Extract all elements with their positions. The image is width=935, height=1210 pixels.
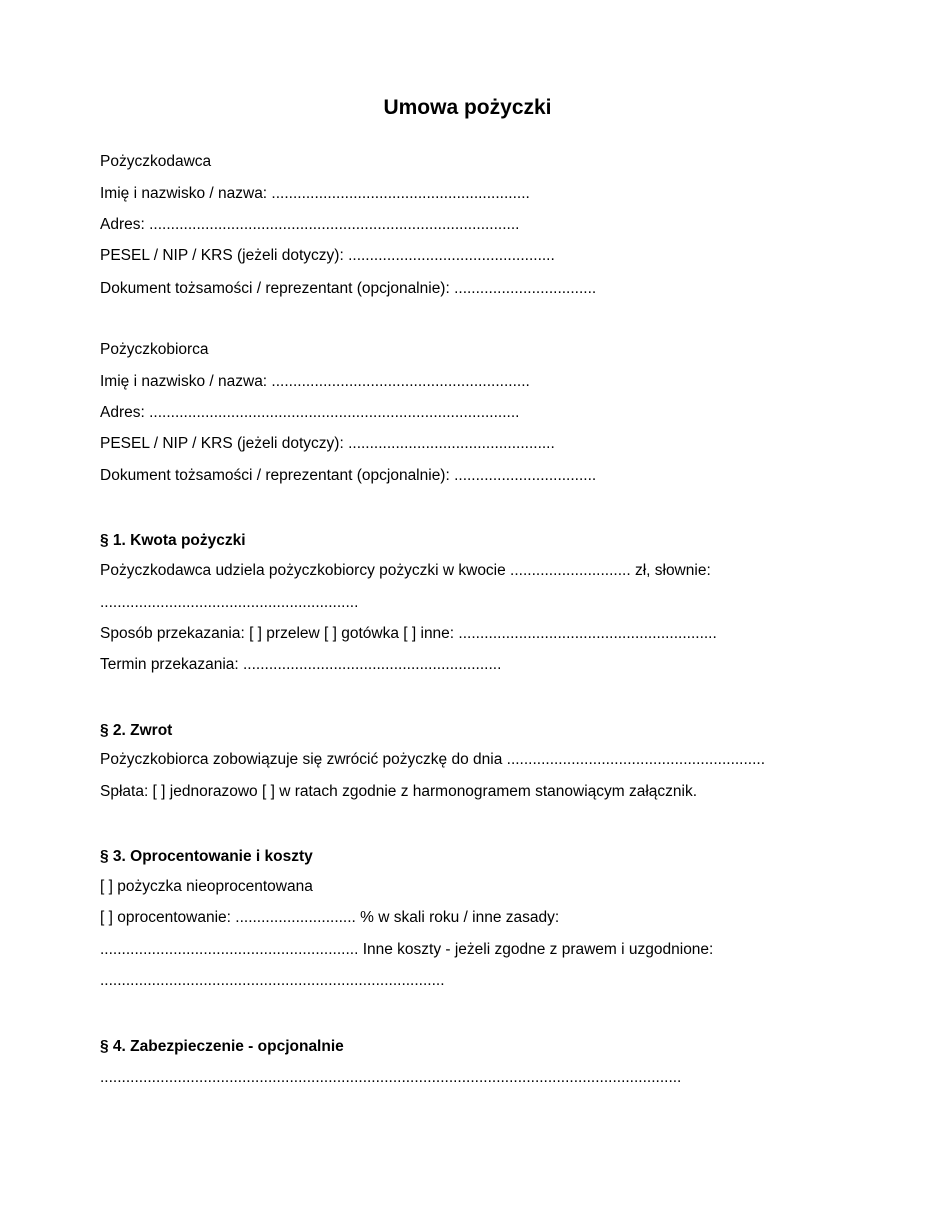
section-3-interest-line: [ ] oprocentowanie: ............................ % w skali roku / inne zasady: <box>100 909 560 926</box>
borrower-name-field: Imię i nazwisko / nazwa: ............................................................ <box>100 373 530 390</box>
lender-document-field: Dokument tożsamości / reprezentant (opcjonalnie): ................................. <box>100 280 597 297</box>
lender-heading: Pożyczkodawca <box>100 153 212 170</box>
section-2-repayment-line: Spłata: [ ] jednorazowo [ ] w ratach zgodnie z harmonogramem stanowiącym załącznik. <box>100 783 698 800</box>
section-1-heading: § 1. Kwota pożyczki <box>100 532 246 549</box>
borrower-heading: Pożyczkobiorca <box>100 341 209 358</box>
section-3-heading: § 3. Oprocentowanie i koszty <box>100 848 313 865</box>
section-1-amount-words-line: ............................................................ <box>100 594 359 611</box>
lender-name-field: Imię i nazwisko / nazwa: ............................................................ <box>100 185 530 202</box>
lender-ids-field: PESEL / NIP / KRS (jeżeli dotyczy): ................................................ <box>100 247 555 264</box>
section-1-amount-line: Pożyczkodawca udziela pożyczkobiorcy pożyczki w kwocie ............................ zł, słownie: <box>100 562 711 579</box>
lender-address-field: Adres: ...................................................................................... <box>100 216 520 233</box>
section-4-security-field: ....................................................................................................................................... <box>100 1069 682 1086</box>
section-3-other-costs-field: ................................................................................ <box>100 972 445 989</box>
section-1-transfer-date-line: Termin przekazania: ............................................................ <box>100 656 502 673</box>
borrower-document-field: Dokument tożsamości / reprezentant (opcjonalnie): ................................. <box>100 467 597 484</box>
section-4-heading: § 4. Zabezpieczenie - opcjonalnie <box>100 1038 344 1055</box>
section-3-interest-free-line: [ ] pożyczka nieoprocentowana <box>100 878 313 895</box>
section-2-heading: § 2. Zwrot <box>100 722 173 739</box>
borrower-address-field: Adres: ...................................................................................... <box>100 404 520 421</box>
borrower-ids-field: PESEL / NIP / KRS (jeżeli dotyczy): ................................................ <box>100 435 555 452</box>
section-2-return-date-line: Pożyczkobiorca zobowiązuje się zwrócić pożyczkę do dnia ............................................................ <box>100 751 766 768</box>
document-title: Umowa pożyczki <box>383 96 552 119</box>
section-3-other-costs-line: ............................................................ Inne koszty - jeżeli zgodne z prawem i uzgodnione: <box>100 941 714 958</box>
section-1-transfer-method-line: Sposób przekazania: [ ] przelew [ ] gotówka [ ] inne: ............................................................ <box>100 625 717 642</box>
